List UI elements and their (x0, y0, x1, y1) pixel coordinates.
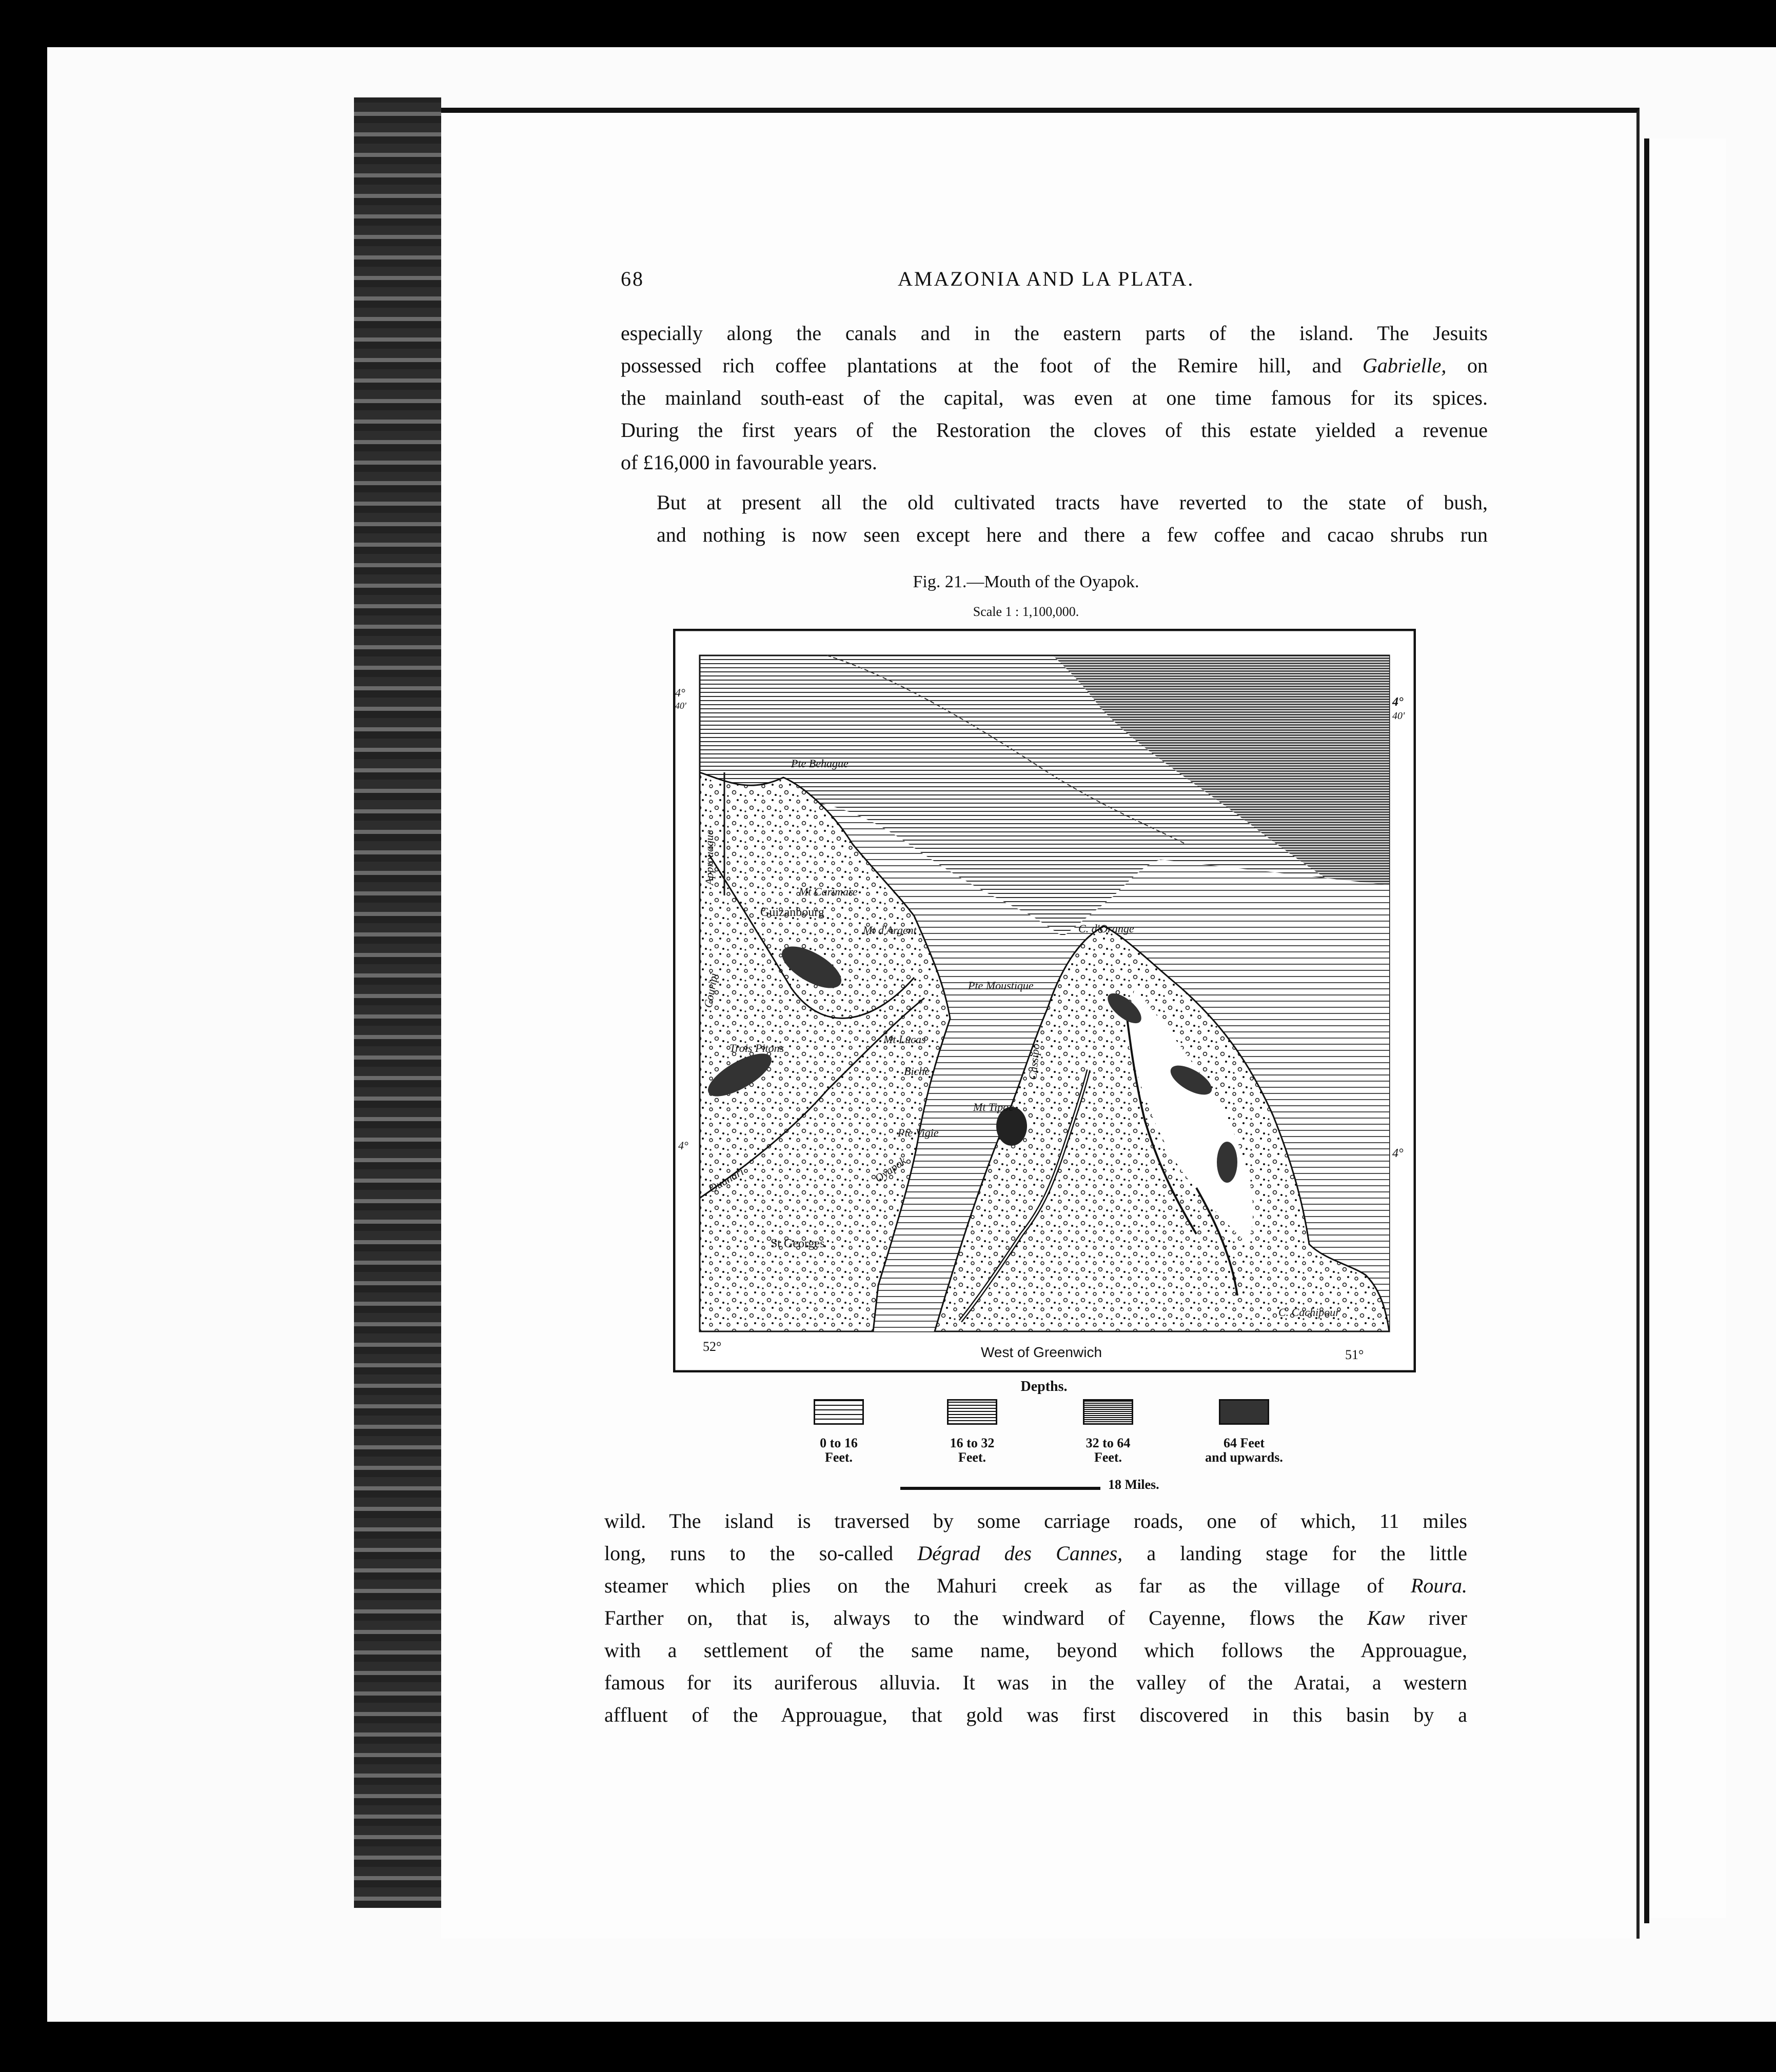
place-lucas: Mt Lucas (883, 1033, 926, 1046)
page-number: 68 (621, 267, 644, 290)
text-run: with a settlement of the same name, beyond which follows the Approuague, (604, 1639, 1467, 1662)
lat-label-mid-right: 4° (1392, 1147, 1404, 1160)
text-run: especially along the canals and in the eastern parts of the island. The Jesuits (621, 322, 1488, 345)
place-vigie: Pte Vigie (898, 1126, 939, 1139)
legend-label-64-up: 64 Feet and upwards. (1205, 1436, 1283, 1465)
running-head-title: AMAZONIA AND LA PLATA. (898, 267, 1195, 290)
place-behague: Pte Behague (791, 757, 848, 770)
lat-label-mid-left: 4° (678, 1139, 688, 1152)
text-run: of £16,000 in favourable years. (621, 451, 877, 474)
lat-label-top-left-min: 40' (675, 701, 686, 711)
map-figure (673, 629, 1416, 1372)
next-page-edge (1644, 138, 1649, 1923)
place-approuague: Approuague (703, 830, 716, 885)
legend-label-32-64: 32 to 64 Feet. (1086, 1436, 1131, 1465)
text-run: But at present all the old cultivated tracts have reverted to the state of bush, (657, 491, 1488, 514)
text-line (621, 486, 1488, 519)
italic-run: Kaw (1367, 1606, 1405, 1629)
text-line (604, 1699, 1467, 1731)
text-line (604, 1505, 1467, 1537)
legend-item-0-16 (777, 1399, 900, 1465)
legend-item-64-up (1182, 1399, 1306, 1465)
place-trois-pitons: Trois Pitons (729, 1042, 784, 1054)
place-couripi: Couripi (701, 972, 720, 1009)
text-line (604, 1666, 1467, 1699)
text-line (621, 519, 1488, 551)
scale-bar (900, 1487, 1100, 1490)
text-run: steamer which plies on the Mahuri creek as far as the village of (604, 1574, 1411, 1597)
place-moustique: Pte Moustique (968, 979, 1034, 992)
italic-run: Roura. (1411, 1574, 1467, 1597)
legend-swatch-32-64 (1083, 1399, 1133, 1425)
legend-label-0-16: 0 to 16 Feet. (820, 1436, 858, 1465)
text-run: affluent of the Approuague, that gold was first discovered in this basin by a (604, 1703, 1467, 1726)
text-line (621, 349, 1488, 382)
text-line (604, 1537, 1467, 1569)
place-oyapok: Oyapok (872, 1154, 909, 1185)
place-cachipour: C. Cachipour (1278, 1306, 1340, 1319)
lon-label-right: 51° (1345, 1347, 1364, 1362)
book-spine (354, 97, 441, 1908)
place-orange: C. d'Orange (1078, 922, 1134, 935)
text-run: the mainland south-east of the capital, was even at one time famous for its spices. (621, 386, 1488, 409)
scale-bar-label: 18 Miles. (1108, 1477, 1159, 1492)
place-biche: Biche (904, 1065, 930, 1078)
paragraph-bottom (604, 1505, 1467, 1731)
text-run: During the first years of the Restoration the cloves of this estate yielded a revenue (621, 419, 1488, 442)
text-line (604, 1569, 1467, 1602)
text-run: famous for its auriferous alluvia. It was in the valley of the Aratai, a western (604, 1671, 1467, 1694)
legend-item-32-64 (1047, 1399, 1170, 1465)
italic-run: Dégrad des Cannes, (917, 1542, 1123, 1565)
text-line (621, 382, 1488, 414)
paragraph-top-2 (621, 486, 1488, 551)
text-run: possessed rich coffee plantations at the foot of the Remire hill, and (621, 354, 1363, 377)
text-line (604, 1602, 1467, 1634)
text-run-after: a landing stage for the little (1122, 1542, 1467, 1565)
place-guizanbourg: Guizanbourg (760, 906, 824, 919)
legend-title: Depths. (1020, 1379, 1068, 1394)
lat-label-top-right: 4° (1392, 695, 1404, 709)
legend-swatch-64-up (1219, 1399, 1269, 1425)
meridian-note: West of Greenwich (981, 1344, 1102, 1360)
legend-item-16-32 (911, 1399, 1034, 1465)
text-run: Farther on, that is, always to the windward of Cayenne, flows the (604, 1606, 1368, 1629)
text-line (621, 446, 1488, 479)
paragraph-top-1 (621, 317, 1488, 479)
text-run: long, runs to the so-called (604, 1542, 918, 1565)
place-argent: Mt d'Argent (863, 924, 917, 937)
lat-label-top-left: 4° (675, 686, 685, 699)
next-page (1649, 138, 1726, 1918)
legend-swatch-16-32 (947, 1399, 997, 1425)
place-tipoc: Mt Tipoc (973, 1101, 1014, 1113)
text-run: and nothing is now seen except here and there a few coffee and cacao shrubs run (657, 523, 1488, 546)
text-run-after: on (1446, 354, 1488, 377)
text-line (621, 414, 1488, 446)
place-ouanari: Ouanari (706, 1165, 746, 1196)
lon-label-left: 52° (703, 1339, 722, 1354)
legend-label-16-32: 16 to 32 Feet. (950, 1436, 995, 1465)
text-line (604, 1634, 1467, 1666)
italic-run: Gabrielle, (1363, 354, 1447, 377)
text-run: wild. The island is traversed by some carriage roads, one of which, 11 miles (604, 1509, 1467, 1532)
place-cassipo: Cassipo (1026, 1043, 1042, 1081)
place-st-georges: St Georges (771, 1237, 825, 1250)
figure-scale: Scale 1 : 1,100,000. (973, 604, 1079, 619)
mountain-cachipour-hills (1217, 1142, 1237, 1183)
text-line (621, 317, 1488, 349)
place-carimare: Mt Carimare (799, 885, 858, 898)
lat-label-top-right-min: 40' (1392, 710, 1405, 722)
legend-swatch-0-16 (814, 1399, 864, 1425)
figure-caption: Fig. 21.—Mouth of the Oyapok. (913, 572, 1139, 591)
text-run-after: river (1405, 1606, 1468, 1629)
